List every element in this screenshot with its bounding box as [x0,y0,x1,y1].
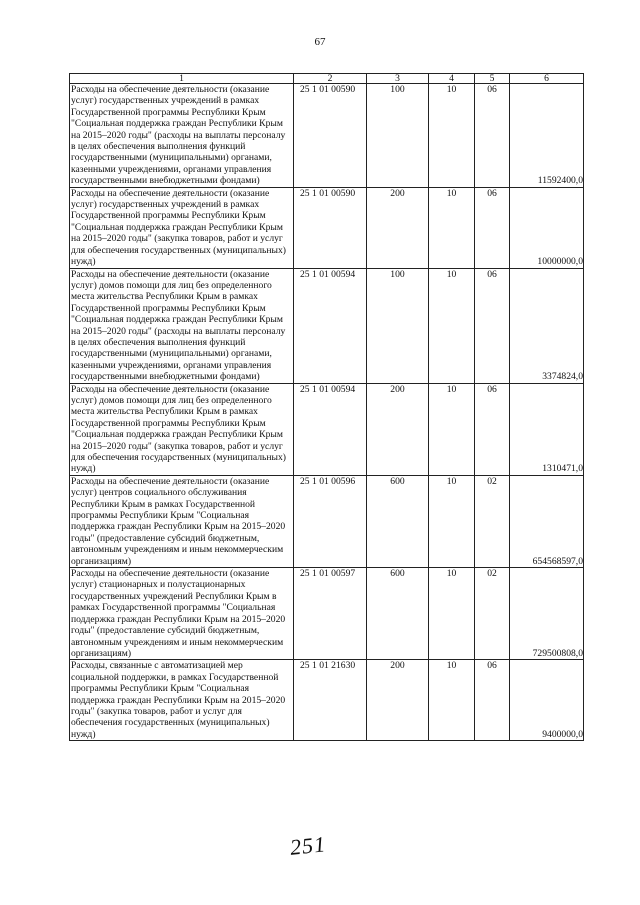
row-expense-type: 100 [367,84,429,188]
row-description: Расходы на обеспечение деятельности (оказание услуг) домов помощи для лиц без определенного места жительства Республики Крым в рамках Государственной программы Республики Крым "Социальная поддержка граждан Республики Крым на 2015–2020 годы" (расходы на выплаты персоналу в целях обеспечения выполнения функций государственными (муниципальными) органами, казенными учреждениями, органами управления государственными внебюджетными фондами) [70,268,294,383]
table-row [70,383,584,475]
header-cell: 5 [475,74,510,84]
row-subsection: 06 [475,383,510,475]
table-row [70,475,584,567]
row-expense-type: 200 [367,383,429,475]
row-code: 25 1 01 00596 [294,475,367,567]
row-expense-type: 200 [367,660,429,741]
row-amount: 10000000,0 [510,187,584,268]
row-code: 25 1 01 21630 [294,660,367,741]
handwritten-page-mark: 251 [288,831,328,860]
row-expense-type: 600 [367,475,429,567]
row-section: 10 [429,475,475,567]
row-section: 10 [429,568,475,660]
row-subsection: 06 [475,187,510,268]
header-cell: 3 [367,74,429,84]
row-subsection: 06 [475,660,510,741]
row-section: 10 [429,187,475,268]
row-amount: 9400000,0 [510,660,584,741]
row-expense-type: 600 [367,568,429,660]
row-expense-type: 100 [367,268,429,383]
row-code: 25 1 01 00597 [294,568,367,660]
row-section: 10 [429,268,475,383]
row-amount: 729500808,0 [510,568,584,660]
row-amount: 11592400,0 [510,84,584,188]
table-row [70,568,584,660]
budget-table [69,73,584,741]
header-row [70,74,584,84]
table-row [70,84,584,188]
row-description: Расходы, связанные с автоматизацией мер социальной поддержки, в рамках Государственной программы Республики Крым "Социальная поддержка граждан Республики Крым на 2015–2020 годы" (закупка товаров, работ и услуг для обеспечения государственных (муниципальных) нужд) [70,660,294,741]
row-expense-type: 200 [367,187,429,268]
row-description: Расходы на обеспечение деятельности (оказание услуг) домов помощи для лиц без определенного места жительства Республики Крым в рамках Государственной программы Республики Крым "Социальная поддержка граждан Республики Крым на 2015–2020 годы" (закупка товаров, работ и услуг для обеспечения государственных (муниципальных) нужд) [70,383,294,475]
row-section: 10 [429,383,475,475]
row-subsection: 02 [475,568,510,660]
row-code: 25 1 01 00594 [294,268,367,383]
row-subsection: 02 [475,475,510,567]
header-cell: 1 [70,74,294,84]
row-description: Расходы на обеспечение деятельности (оказание услуг) стационарных и полустационарных государственных учреждений Республики Крым в рамках Государственной программы "Социальная поддержка граждан Республики Крым на 2015–2020 годы" (предоставление субсидий бюджетным, автономным учреждениям и иным некоммерческим организациям) [70,568,294,660]
header-cell: 4 [429,74,475,84]
row-section: 10 [429,84,475,188]
row-section: 10 [429,660,475,741]
row-amount: 654568597,0 [510,475,584,567]
header-cell: 2 [294,74,367,84]
row-subsection: 06 [475,84,510,188]
row-amount: 1310471,0 [510,383,584,475]
row-code: 25 1 01 00590 [294,187,367,268]
row-description: Расходы на обеспечение деятельности (оказание услуг) государственных учреждений в рамках Государственной программы Республики Крым "Социальная поддержка граждан Республики Крым на 2015–2020 годы" (закупка товаров, работ и услуг для обеспечения государственных (муниципальных) нужд) [70,187,294,268]
row-description: Расходы на обеспечение деятельности (оказание услуг) государственных учреждений в рамках Государственной программы Республики Крым "Социальная поддержка граждан Республики Крым на 2015–2020 годы" (расходы на выплаты персоналу в целях обеспечения выполнения функций государственными (муниципальными) органами, казенными учреждениями, органами управления государственными внебюджетными фондами) [70,84,294,188]
row-subsection: 06 [475,268,510,383]
row-description: Расходы на обеспечение деятельности (оказание услуг) центров социального обслуживания Республики Крым в рамках Государственной программы Республики Крым "Социальная поддержка граждан Республики Крым на 2015–2020 годы" (предоставление субсидий бюджетным, автономным учреждениям и иным некоммерческим организациям) [70,475,294,567]
header-cell: 6 [510,74,584,84]
table-row [70,660,584,741]
row-code: 25 1 01 00594 [294,383,367,475]
row-amount: 3374824,0 [510,268,584,383]
table-row [70,187,584,268]
row-code: 25 1 01 00590 [294,84,367,188]
page-number: 67 [314,36,326,48]
table-row [70,268,584,383]
